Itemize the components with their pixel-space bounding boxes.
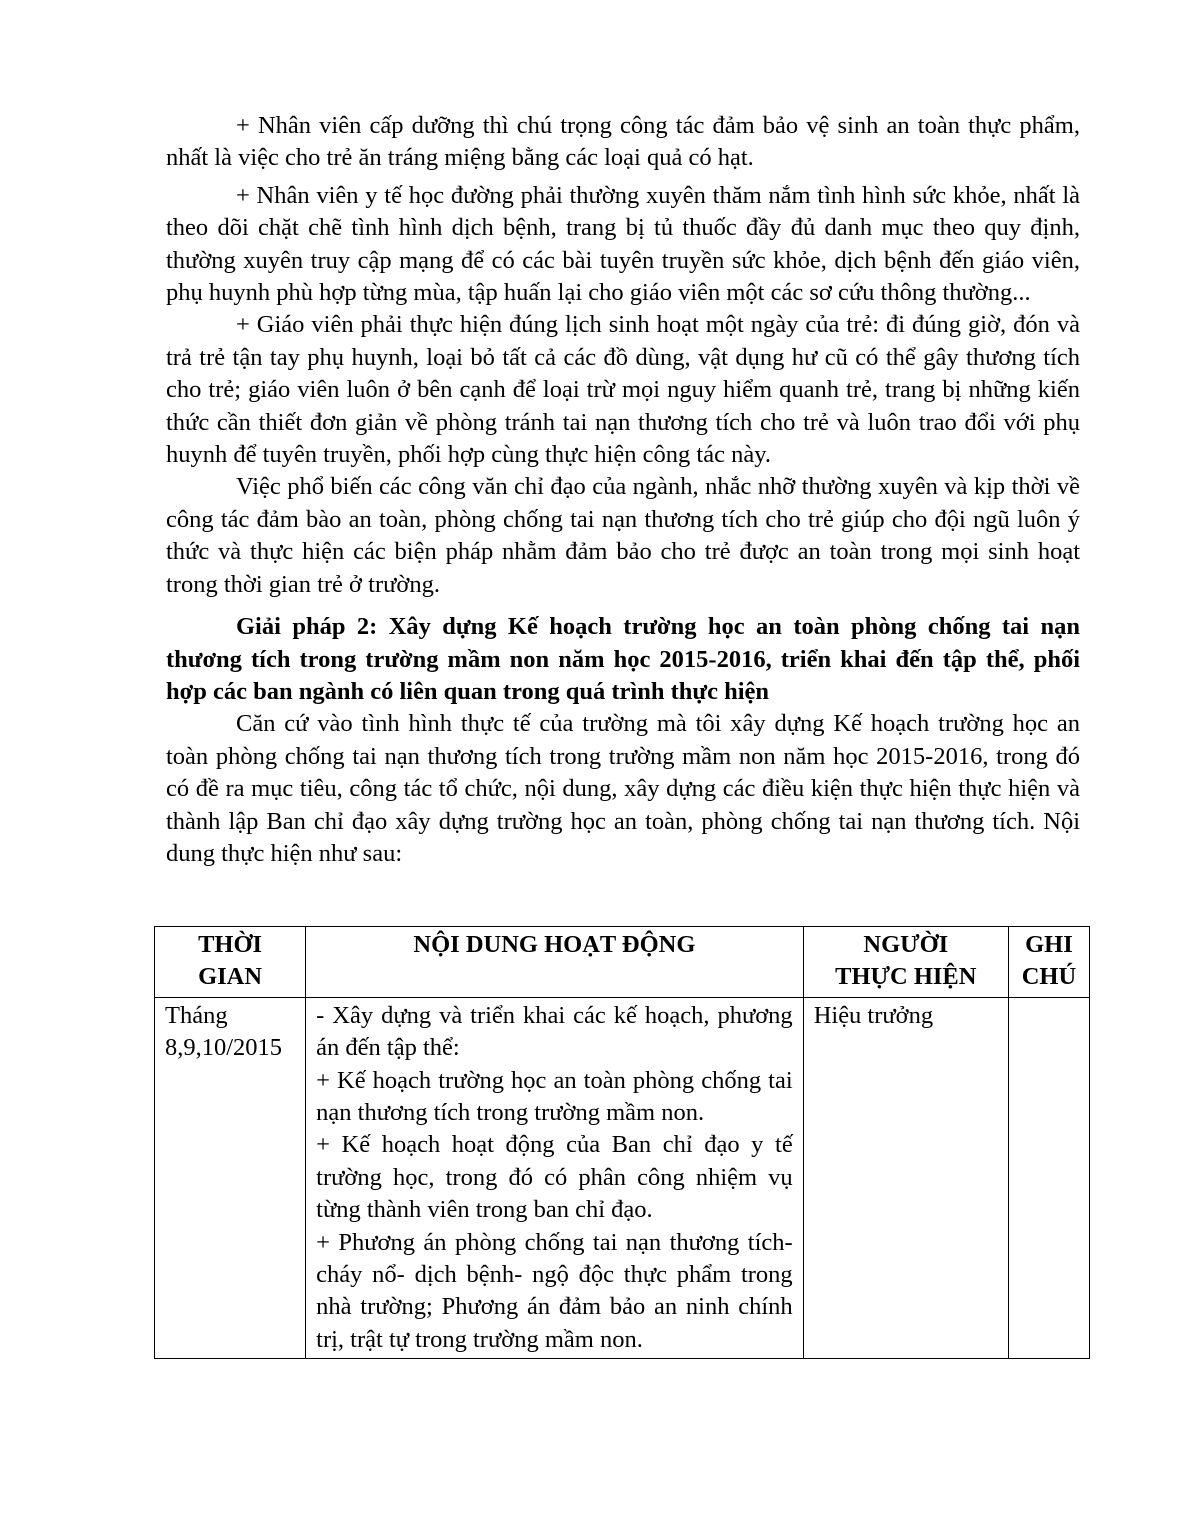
cell-time-line1: Tháng: [165, 1001, 228, 1029]
paragraph-medical-staff: + Nhân viên y tế học đường phải thường xuyên thăm nắm tình hình sức khỏe, nhất là theo dõi chặt chẽ tình hình dịch bệnh, trang bị tủ thuốc đầy đủ danh mục theo quy định, thường xuyên truy cập mạng để có các bài tuyên truyền sức khỏe, dịch bệnh đến giáo viên, phụ huynh phù hợp từng mùa, tập huấn lại cho giáo viên một các sơ cứu thông thường...: [166, 181, 1080, 307]
header-time-line1: THỜI: [198, 931, 263, 958]
cell-time: [155, 997, 306, 1358]
header-content-label: NỘI DUNG HOẠT ĐỘNG: [413, 931, 696, 958]
content-item: + Kế hoạch trường học an toàn phòng chống tai nạn thương tích trong trường mầm non.: [316, 1066, 793, 1127]
activity-plan-table: [154, 926, 1090, 1359]
cell-time-line2: 8,9,10/2015: [165, 1034, 283, 1062]
header-time-line2: GIAN: [198, 963, 263, 991]
header-note-line2: CHÚ: [1021, 963, 1077, 991]
content-item: + Phương án phòng chống tai nạn thương tích- cháy nổ- dịch bệnh- ngộ độc thực phẩm trong nhà trường; Phương án đảm bảo an ninh chính trị, trật tự trong trường mầm non.: [316, 1228, 793, 1353]
content-item: - Xây dựng và triển khai các kế hoạch, phương án đến tập thể:: [316, 1001, 793, 1062]
header-note: [1008, 927, 1089, 998]
document-page: [166, 110, 1080, 870]
header-content: [306, 927, 804, 998]
solution-2-heading: Giải pháp 2: Xây dựng Kế hoạch trường học an toàn phòng chống tai nạn thương tích trong trường mầm non năm học 2015-2016, triển khai đến tập thể, phối hợp các ban ngành có liên quan trong quá trình thực hiện: [166, 613, 1080, 705]
table-row: [155, 997, 1090, 1358]
header-note-line1: GHI: [1025, 931, 1073, 958]
paragraph-dissemination: Việc phổ biến các công văn chỉ đạo của ngành, nhắc nhỡ thường xuyên và kịp thời về công tác đảm bào an toàn, phòng chống tai nạn thương tích cho trẻ giúp cho đội ngũ luôn ý thức và thực hiện các biện pháp nhằm đảm bảo cho trẻ được an toàn trong mọi sinh hoạt trong thời gian trẻ ở trường.: [166, 473, 1080, 598]
cell-note: [1008, 997, 1089, 1358]
table-header-row: [155, 927, 1090, 998]
header-time: [155, 927, 306, 998]
cell-content: [306, 997, 804, 1358]
header-person: [803, 927, 1008, 998]
content-item: + Kế hoạch hoạt động của Ban chỉ đạo y tế trường học, trong đó có phân công nhiệm vụ từng thành viên trong ban chỉ đạo.: [316, 1131, 793, 1224]
header-person-line2: THỰC HIỆN: [835, 963, 977, 991]
paragraph-cook-staff: + Nhân viên cấp dưỡng thì chú trọng công tác đảm bảo vệ sinh an toàn thực phẩm, nhất là việc cho trẻ ăn tráng miệng bằng các loại quả có hạt.: [166, 112, 1080, 172]
paragraph-teachers: + Giáo viên phải thực hiện đúng lịch sinh hoạt một ngày của trẻ: đi đúng giờ, đón và trả trẻ tận tay phụ huynh, loại bỏ tất cả các đồ dùng, vật dụng hư cũ có thể gây thương tích cho trẻ; giáo viên luôn ở bên cạnh để loại trừ mọi nguy hiểm quanh trẻ, trang bị những kiến thức cần thiết đơn giản về phòng tránh tai nạn thương tích cho trẻ và luôn trao đổi với phụ huynh để tuyên truyền, phối hợp cùng thực hiện công tác này.: [166, 311, 1080, 469]
cell-person: Hiệu trưởng: [803, 997, 1008, 1358]
header-person-line1: NGƯỜI: [863, 931, 949, 958]
plan-intro-paragraph: Căn cứ vào tình hình thực tế của trường mà tôi xây dựng Kế hoạch trường học an toàn phòng chống tai nạn thương tích trong trường mầm non năm học 2015-2016, trong đó có đề ra mục tiêu, công tác tổ chức, nội dung, xây dựng các điều kiện thực hiện thực hiện và thành lập Ban chỉ đạo xây dựng trường học an toàn, phòng chống tai nạn thương tích. Nội dung thực hiện như sau:: [166, 710, 1080, 867]
